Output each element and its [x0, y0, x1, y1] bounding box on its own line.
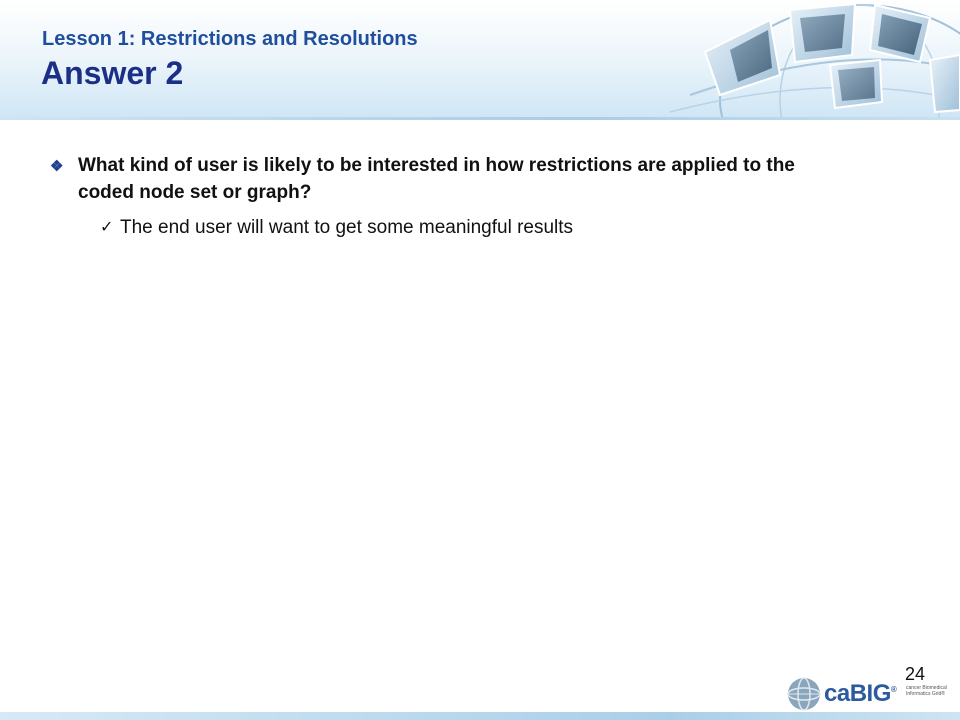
slide-header — [0, 0, 960, 118]
page-number: 24 — [905, 664, 926, 684]
header-divider — [0, 117, 960, 120]
answer-item — [100, 214, 573, 241]
lesson-title: Lesson 1: Restrictions and Resolutions — [42, 28, 418, 50]
checkmark-icon: ✓ — [100, 219, 114, 236]
globe-graphic — [630, 0, 960, 118]
answer-text: The end user will want to get some meaningful results — [120, 217, 574, 238]
cabig-logo — [786, 672, 956, 718]
logo-wordmark: caBIG® — [824, 680, 897, 707]
question-text: What kind of user is likely to be interested in how restrictions are applied to the coded node set or graph? — [78, 155, 795, 203]
slide-title: Answer 2 — [41, 55, 184, 91]
globe-logo-icon — [786, 676, 822, 712]
question-bullet — [50, 152, 840, 206]
logo-subtitle: cancer Biomedical Informatics Grid® — [906, 685, 947, 697]
diamond-bullet-icon: ❖ — [50, 158, 64, 175]
